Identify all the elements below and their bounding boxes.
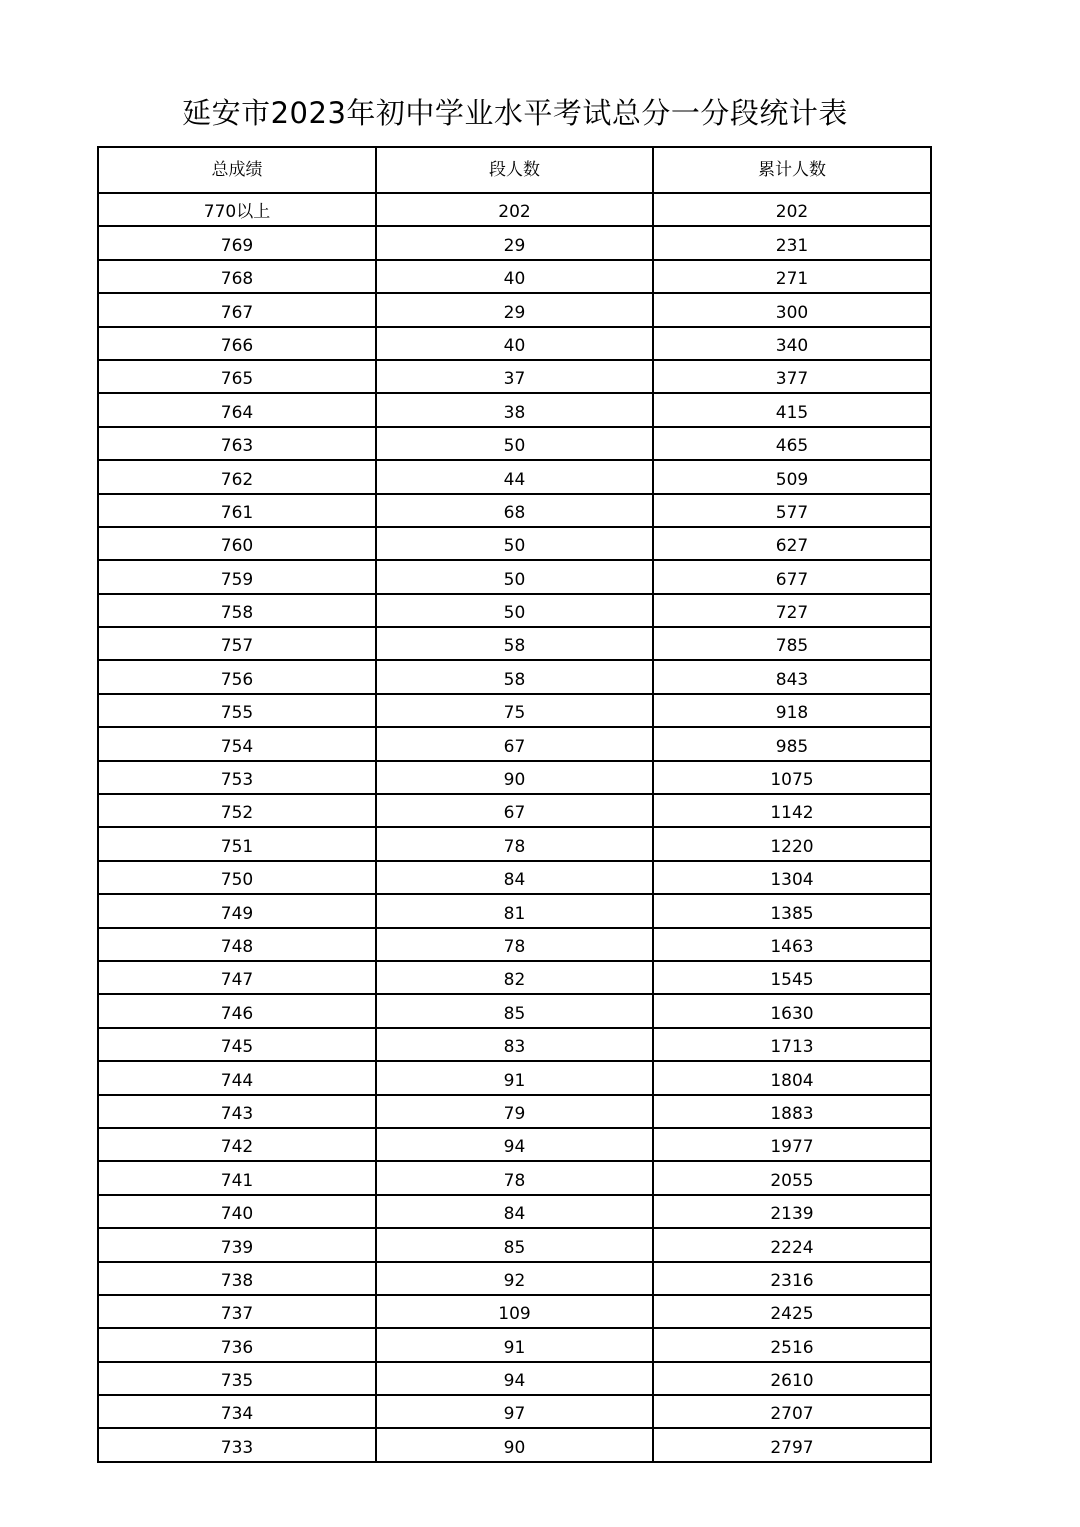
cell-segment-count: 78	[376, 827, 653, 860]
cell-total-score: 755	[98, 694, 376, 727]
table-row	[98, 527, 931, 560]
cell-segment-count: 81	[376, 894, 653, 927]
cell-total-score: 767	[98, 293, 376, 326]
cell-cumulative-count: 1977	[653, 1128, 931, 1161]
cell-segment-count: 67	[376, 727, 653, 760]
cell-total-score: 741	[98, 1161, 376, 1194]
cell-segment-count: 78	[376, 1161, 653, 1194]
cell-total-score: 761	[98, 494, 376, 527]
cell-segment-count: 75	[376, 694, 653, 727]
cell-cumulative-count: 785	[653, 627, 931, 660]
cell-segment-count: 84	[376, 1195, 653, 1228]
cell-segment-count: 29	[376, 226, 653, 259]
cell-total-score: 762	[98, 460, 376, 493]
cell-segment-count: 85	[376, 1228, 653, 1261]
cell-cumulative-count: 1883	[653, 1095, 931, 1128]
cell-segment-count: 68	[376, 494, 653, 527]
cell-total-score: 758	[98, 594, 376, 627]
cell-segment-count: 92	[376, 1262, 653, 1295]
cell-total-score: 770以上	[98, 193, 376, 226]
table-row	[98, 928, 931, 961]
cell-total-score: 744	[98, 1061, 376, 1094]
cell-cumulative-count: 985	[653, 727, 931, 760]
cell-segment-count: 50	[376, 594, 653, 627]
cell-total-score: 769	[98, 226, 376, 259]
table-row	[98, 1128, 931, 1161]
header-total-score: 总成绩	[98, 147, 376, 193]
table-row	[98, 260, 931, 293]
cell-cumulative-count: 509	[653, 460, 931, 493]
table-row	[98, 861, 931, 894]
cell-total-score: 751	[98, 827, 376, 860]
cell-segment-count: 78	[376, 928, 653, 961]
table-row	[98, 460, 931, 493]
table-row	[98, 560, 931, 593]
cell-cumulative-count: 918	[653, 694, 931, 727]
cell-total-score: 745	[98, 1028, 376, 1061]
header-row	[98, 147, 931, 193]
table-row	[98, 1195, 931, 1228]
cell-cumulative-count: 202	[653, 193, 931, 226]
table-row	[98, 727, 931, 760]
cell-cumulative-count: 1713	[653, 1028, 931, 1061]
cell-cumulative-count: 2055	[653, 1161, 931, 1194]
cell-total-score: 735	[98, 1362, 376, 1395]
page-title: 延安市2023年初中学业水平考试总分一分段统计表	[182, 96, 848, 130]
cell-segment-count: 40	[376, 260, 653, 293]
cell-total-score: 733	[98, 1428, 376, 1461]
cell-cumulative-count: 340	[653, 327, 931, 360]
table-row	[98, 494, 931, 527]
cell-total-score: 740	[98, 1195, 376, 1228]
table-row	[98, 1395, 931, 1428]
header-cumulative-count: 累计人数	[653, 147, 931, 193]
cell-cumulative-count: 1630	[653, 994, 931, 1027]
cell-cumulative-count: 377	[653, 360, 931, 393]
cell-cumulative-count: 300	[653, 293, 931, 326]
cell-segment-count: 91	[376, 1328, 653, 1361]
cell-total-score: 753	[98, 761, 376, 794]
table-row	[98, 193, 931, 226]
table-row	[98, 427, 931, 460]
cell-segment-count: 97	[376, 1395, 653, 1428]
cell-cumulative-count: 2224	[653, 1228, 931, 1261]
table-header	[98, 147, 931, 193]
table-row	[98, 1095, 931, 1128]
table-row	[98, 393, 931, 426]
cell-total-score: 736	[98, 1328, 376, 1361]
cell-cumulative-count: 1545	[653, 961, 931, 994]
table-row	[98, 1061, 931, 1094]
cell-cumulative-count: 1220	[653, 827, 931, 860]
cell-cumulative-count: 231	[653, 226, 931, 259]
cell-cumulative-count: 271	[653, 260, 931, 293]
cell-segment-count: 84	[376, 861, 653, 894]
cell-total-score: 752	[98, 794, 376, 827]
table-row	[98, 894, 931, 927]
table-row	[98, 594, 931, 627]
cell-total-score: 734	[98, 1395, 376, 1428]
cell-total-score: 759	[98, 560, 376, 593]
cell-segment-count: 94	[376, 1128, 653, 1161]
table-row	[98, 660, 931, 693]
table-row	[98, 327, 931, 360]
cell-total-score: 739	[98, 1228, 376, 1261]
cell-segment-count: 38	[376, 393, 653, 426]
cell-cumulative-count: 2139	[653, 1195, 931, 1228]
cell-cumulative-count: 577	[653, 494, 931, 527]
cell-cumulative-count: 1463	[653, 928, 931, 961]
cell-cumulative-count: 1304	[653, 861, 931, 894]
cell-total-score: 756	[98, 660, 376, 693]
table-row	[98, 1428, 931, 1461]
cell-total-score: 754	[98, 727, 376, 760]
cell-total-score: 764	[98, 393, 376, 426]
cell-total-score: 742	[98, 1128, 376, 1161]
cell-cumulative-count: 2610	[653, 1362, 931, 1395]
cell-segment-count: 83	[376, 1028, 653, 1061]
cell-segment-count: 79	[376, 1095, 653, 1128]
cell-total-score: 766	[98, 327, 376, 360]
table-row	[98, 1295, 931, 1328]
cell-cumulative-count: 843	[653, 660, 931, 693]
cell-cumulative-count: 1385	[653, 894, 931, 927]
table-row	[98, 794, 931, 827]
cell-total-score: 747	[98, 961, 376, 994]
header-segment-count: 段人数	[376, 147, 653, 193]
cell-total-score: 760	[98, 527, 376, 560]
cell-cumulative-count: 2425	[653, 1295, 931, 1328]
cell-cumulative-count: 465	[653, 427, 931, 460]
cell-cumulative-count: 1804	[653, 1061, 931, 1094]
cell-cumulative-count: 415	[653, 393, 931, 426]
table-body	[98, 193, 931, 1462]
cell-segment-count: 109	[376, 1295, 653, 1328]
cell-segment-count: 29	[376, 293, 653, 326]
cell-cumulative-count: 2516	[653, 1328, 931, 1361]
cell-total-score: 746	[98, 994, 376, 1027]
table-row	[98, 1362, 931, 1395]
cell-segment-count: 40	[376, 327, 653, 360]
table-row	[98, 226, 931, 259]
cell-cumulative-count: 2316	[653, 1262, 931, 1295]
cell-cumulative-count: 727	[653, 594, 931, 627]
cell-cumulative-count: 2707	[653, 1395, 931, 1428]
cell-segment-count: 91	[376, 1061, 653, 1094]
table-row	[98, 1262, 931, 1295]
table-row	[98, 1028, 931, 1061]
table-row	[98, 627, 931, 660]
cell-segment-count: 50	[376, 560, 653, 593]
cell-segment-count: 44	[376, 460, 653, 493]
table-row	[98, 1161, 931, 1194]
cell-segment-count: 58	[376, 627, 653, 660]
cell-segment-count: 94	[376, 1362, 653, 1395]
table-row	[98, 694, 931, 727]
cell-cumulative-count: 627	[653, 527, 931, 560]
cell-total-score: 768	[98, 260, 376, 293]
cell-segment-count: 82	[376, 961, 653, 994]
table-row	[98, 360, 931, 393]
table-row	[98, 827, 931, 860]
table-row	[98, 761, 931, 794]
cell-cumulative-count: 1142	[653, 794, 931, 827]
table-row	[98, 293, 931, 326]
cell-segment-count: 67	[376, 794, 653, 827]
cell-total-score: 749	[98, 894, 376, 927]
cell-total-score: 750	[98, 861, 376, 894]
cell-segment-count: 202	[376, 193, 653, 226]
cell-cumulative-count: 677	[653, 560, 931, 593]
cell-cumulative-count: 2797	[653, 1428, 931, 1461]
cell-segment-count: 50	[376, 427, 653, 460]
cell-total-score: 765	[98, 360, 376, 393]
table-row	[98, 1328, 931, 1361]
cell-segment-count: 85	[376, 994, 653, 1027]
cell-total-score: 737	[98, 1295, 376, 1328]
cell-segment-count: 58	[376, 660, 653, 693]
cell-segment-count: 50	[376, 527, 653, 560]
cell-total-score: 748	[98, 928, 376, 961]
cell-segment-count: 37	[376, 360, 653, 393]
table-row	[98, 994, 931, 1027]
cell-total-score: 757	[98, 627, 376, 660]
cell-cumulative-count: 1075	[653, 761, 931, 794]
score-distribution-table	[97, 146, 932, 1463]
cell-segment-count: 90	[376, 761, 653, 794]
cell-segment-count: 90	[376, 1428, 653, 1461]
cell-total-score: 738	[98, 1262, 376, 1295]
cell-total-score: 743	[98, 1095, 376, 1128]
cell-total-score: 763	[98, 427, 376, 460]
table-row	[98, 961, 931, 994]
table-row	[98, 1228, 931, 1261]
